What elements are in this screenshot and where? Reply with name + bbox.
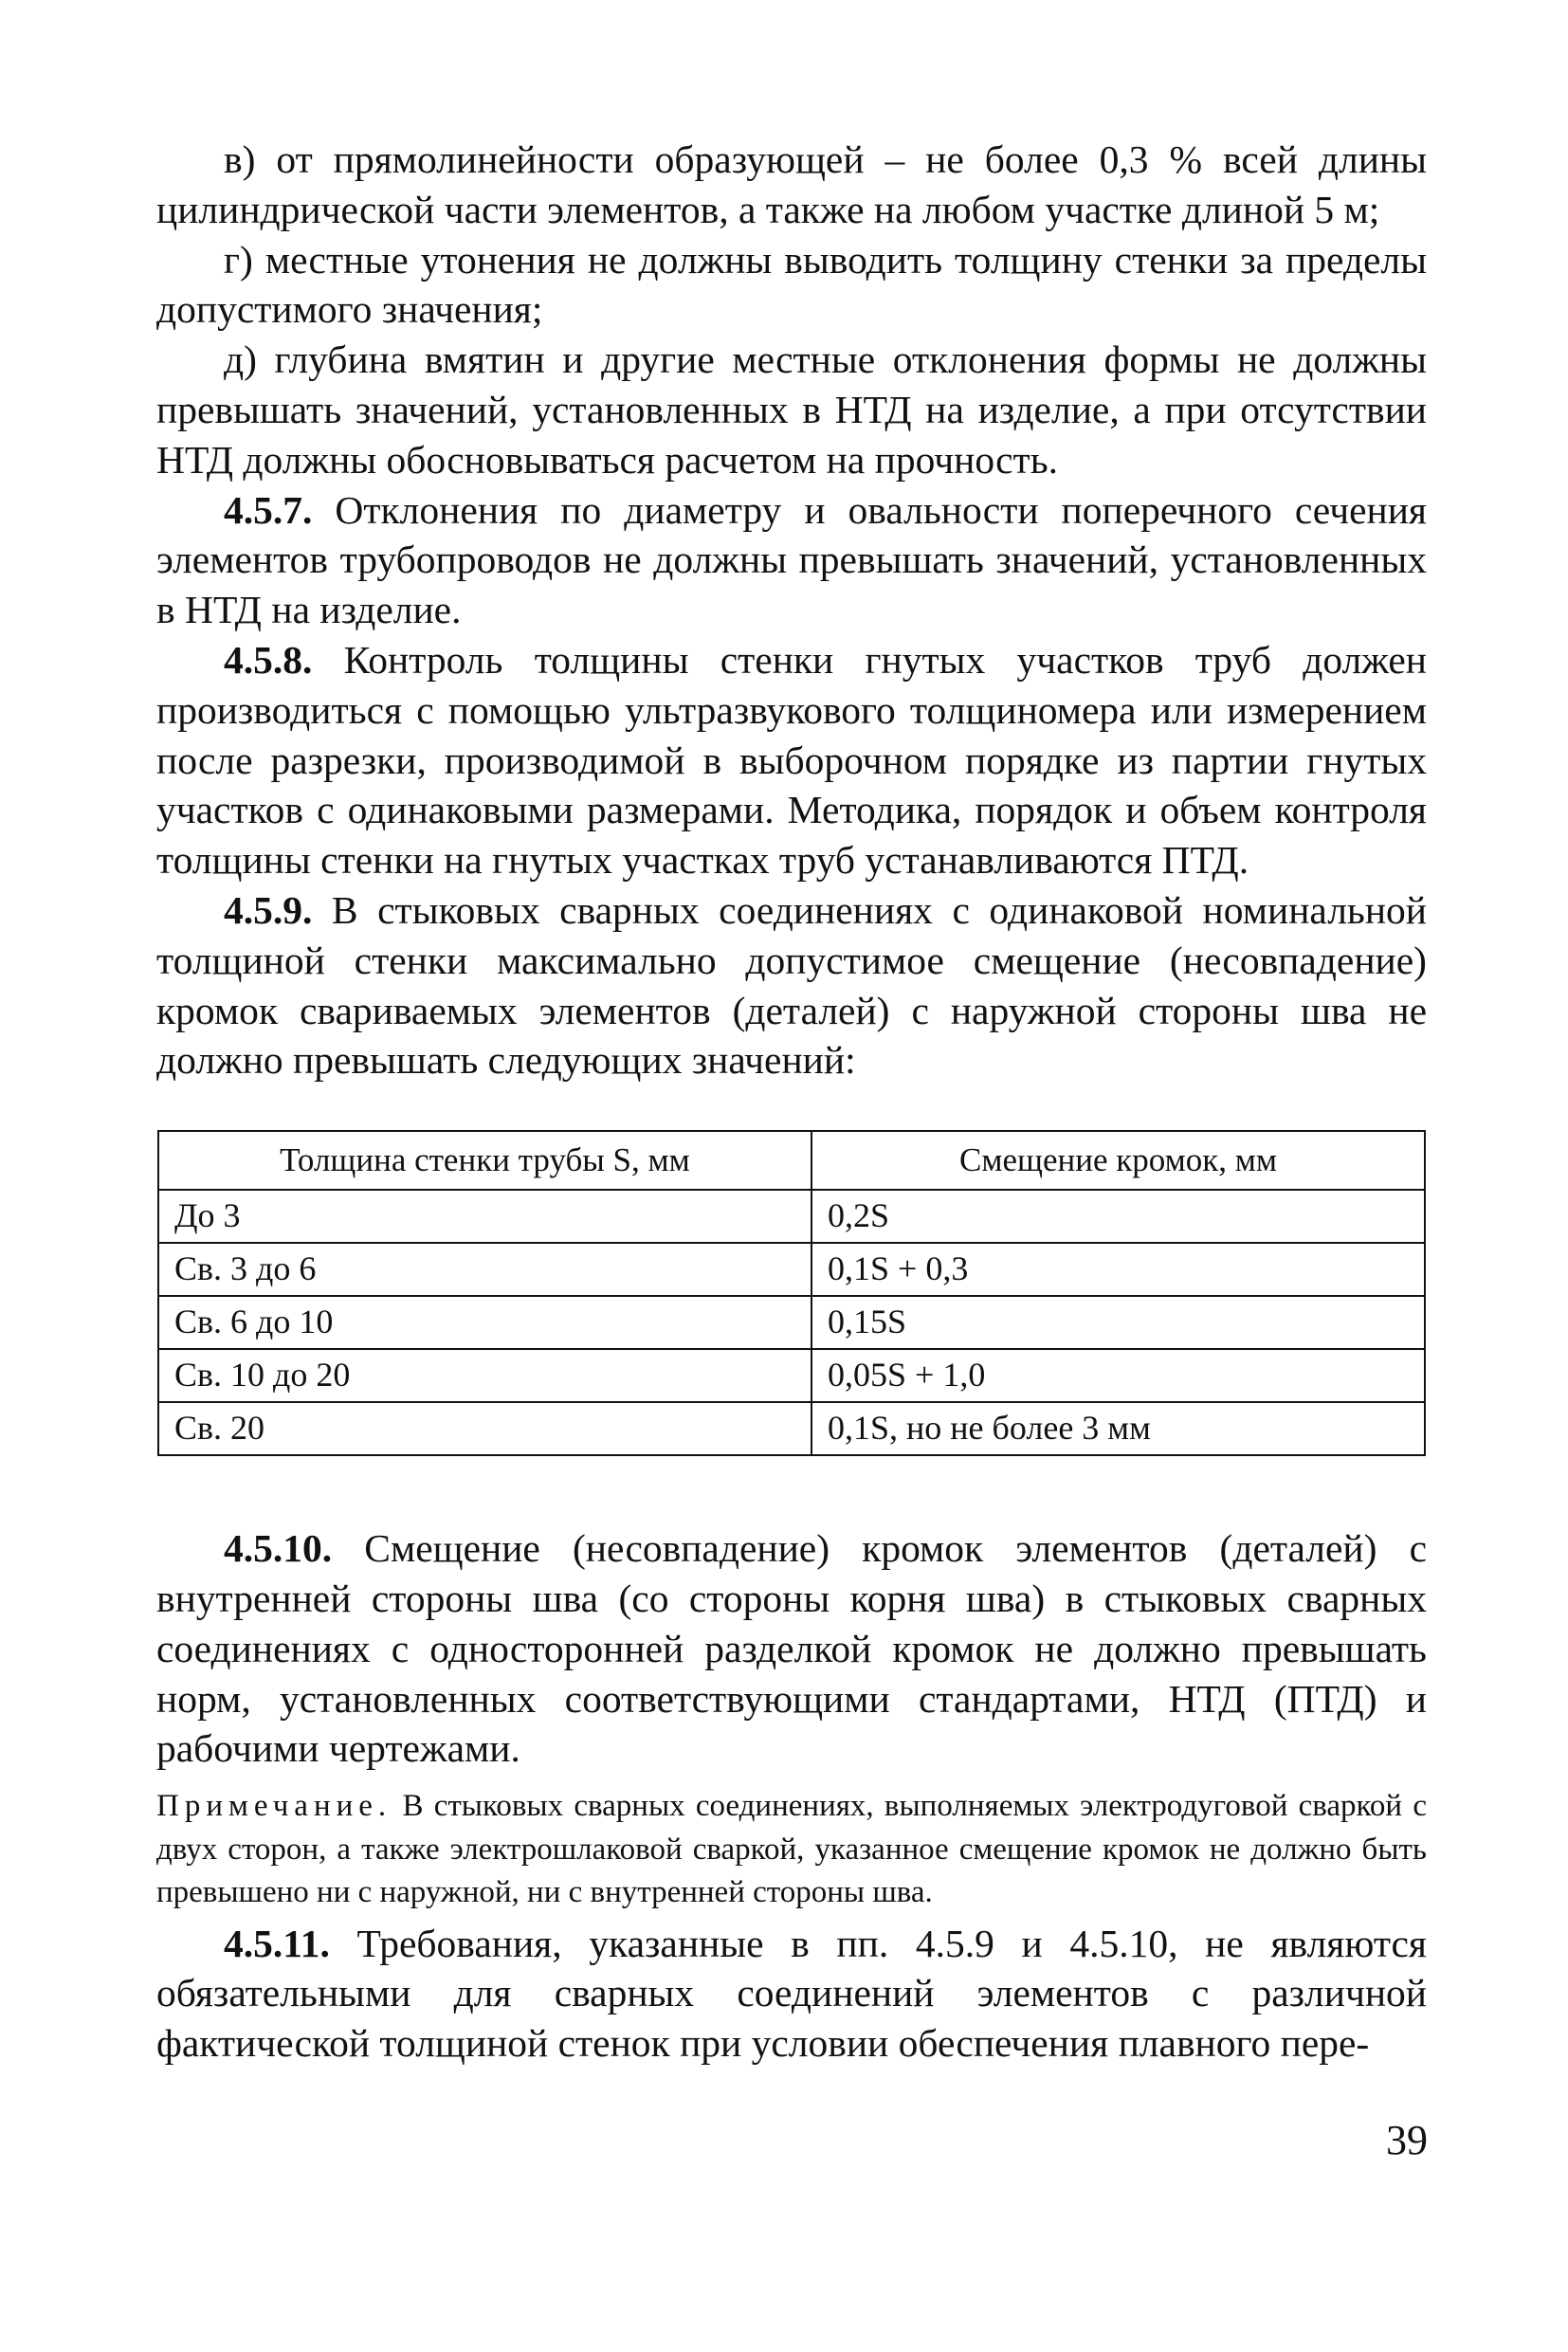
clause-4-5-11 <box>156 1919 1427 2069</box>
table-row <box>158 1402 1425 1455</box>
table-row <box>158 1190 1425 1243</box>
clause-number: 4.5.7. <box>224 487 313 532</box>
table-header-row <box>158 1131 1425 1190</box>
table-cell: 0,2S <box>811 1190 1425 1243</box>
paragraph-item-d: д) глубина вмятин и другие местные отклонения формы не должны превышать значений, установленных в НТД на изделие, а при отсутствии НТД должны обосновываться расчетом на прочность. <box>156 337 1427 482</box>
table-row <box>158 1296 1425 1349</box>
paragraph-item-v: в) от прямолинейности образующей – не более 0,3 % всей длины цилиндрической части элементов, а также на любом участке длиной 5 м; <box>156 137 1427 231</box>
table-cell: Св. 6 до 10 <box>158 1296 811 1349</box>
note-paragraph <box>156 1785 1427 1915</box>
table-header-cell: Толщина стенки трубы S, мм <box>158 1131 811 1190</box>
clause-text: Смещение (несовпадение) кромок элементов (деталей) с внутренней стороны шва (со стороны корня шва) в стыковых сварных соединениях с односторонней разделкой кромок не должно превышать норм, установленных соответствующими стандартами, НТД (ПТД) и рабочими чертежами. <box>156 1526 1427 1771</box>
note-label: Примечание. <box>156 1789 392 1824</box>
table-cell: 0,1S + 0,3 <box>811 1243 1425 1296</box>
clause-text: Контроль толщины стенки гнутых участков труб должен производиться с помощью ультразвукового толщиномера или измерением после разрезки, производимой в выборочном порядке из партии гнутых участков с одинаковыми размерами. Методика, порядок и объем контроля толщины стенки на гнутых участках труб устанавливаются ПТД. <box>156 637 1427 883</box>
table-cell: Св. 10 до 20 <box>158 1349 811 1402</box>
clause-number: 4.5.9. <box>224 887 313 932</box>
page-number: 39 <box>1386 2117 1428 2163</box>
table-cell: Св. 20 <box>158 1402 811 1455</box>
clause-number: 4.5.8. <box>224 637 313 682</box>
table-cell: 0,05S + 1,0 <box>811 1349 1425 1402</box>
edge-offset-table <box>157 1130 1426 1456</box>
clause-text: В стыковых сварных соединениях с одинаковой номинальной толщиной стенки максимально допустимое смещение (несовпадение) кромок свариваемых элементов (деталей) с наружной стороны шва не должно превышать следующих значений: <box>156 887 1427 1083</box>
table-cell: Св. 3 до 6 <box>158 1243 811 1296</box>
clause-text: Отклонения по диаметру и овальности поперечного сечения элементов трубопроводов не должны превышать значений, установленных в НТД на изделие. <box>156 487 1427 632</box>
table-row <box>158 1349 1425 1402</box>
note-text: В стыковых сварных соединениях, выполняемых электродуговой сваркой с двух сторон, а также электрошлаковой сваркой, указанное смещение кромок не должно быть превышено ни с наружной, ни с внутренней стороны шва. <box>156 1789 1427 1910</box>
clause-text: Требования, указанные в пп. 4.5.9 и 4.5.10, не являются обязательными для сварных соединений элементов с различной фактической толщиной стенок при условии обеспечения плавного пере- <box>156 1921 1427 2066</box>
clause-number: 4.5.10. <box>224 1526 333 1571</box>
table-cell: До 3 <box>158 1190 811 1243</box>
clause-4-5-10 <box>156 1523 1427 1774</box>
clause-4-5-8 <box>156 635 1427 885</box>
page-body <box>156 135 1427 2069</box>
table-row <box>158 1243 1425 1296</box>
paragraph-item-g: г) местные утонения не должны выводить толщину стенки за пределы допустимого значения; <box>156 237 1427 332</box>
clause-4-5-9 <box>156 885 1427 1085</box>
clause-4-5-7 <box>156 485 1427 635</box>
clause-number: 4.5.11. <box>224 1921 330 1965</box>
table-cell: 0,15S <box>811 1296 1425 1349</box>
table-cell: 0,1S, но не более 3 мм <box>811 1402 1425 1455</box>
table-header-cell: Смещение кромок, мм <box>811 1131 1425 1190</box>
